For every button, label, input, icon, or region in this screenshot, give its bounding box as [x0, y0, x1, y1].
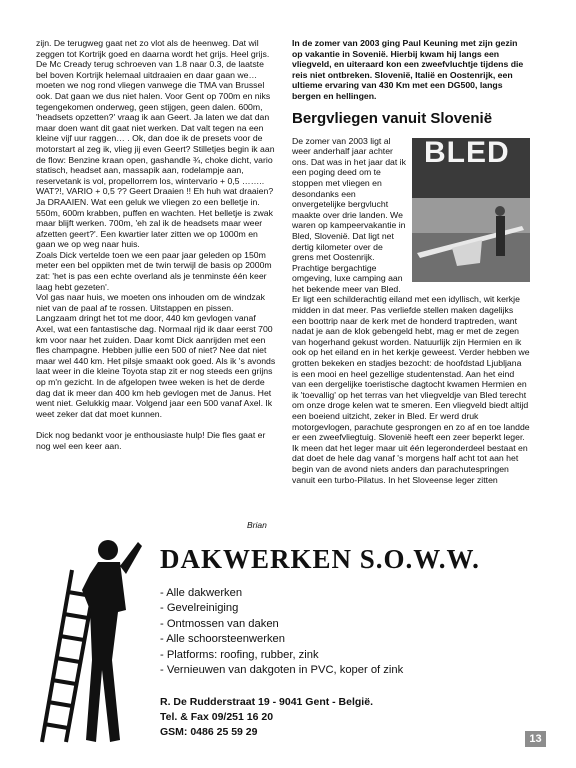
list-item: - Platforms: roofing, rubber, zink — [160, 648, 403, 663]
paragraph: Vol gas naar huis, we moeten ons inhouden om de windzak niet van de paal af te rossen. Uitstappen en pissen. Langzaam dringt het tot me door, 440 km gevlogen vanaf Axel, wat een fantastische dag. Normaal rijd ik daar eerst 700 km voor naar het zuiden. Daar komt Dick aanrijden met een fles champagne. Hebben jullie een 500 of niet? Nee dat niet maar wel 440 km. Het pilsje smaakt ook goed. Als ik 's avonds laat weer in die kleine Toyota stap zit er nog steeds een grijns op m'n gezicht. In de afgelopen twee weken is het de derde dag dat ik meer dan 400 km heb gevlogen met de Janus. Het went niet. Gelukkig maar. Volgend jaar een 500 vanaf Axel. Ik weet zeker dat dat moet kunnen. — [36, 292, 276, 419]
left-column — [36, 38, 276, 451]
article-heading: Bergvliegen vanuit Slovenië — [292, 109, 493, 127]
roofer-ladder-logo — [20, 530, 150, 745]
list-item: - Alle schoorsteenwerken — [160, 632, 403, 647]
ad-phone-fax: Tel. & Fax 09/251 16 20 — [160, 711, 274, 724]
ad-company-name: DAKWERKEN S.O.W.W. — [160, 544, 480, 574]
list-item: - Gevelreiniging — [160, 601, 403, 616]
article-body: De zomer van 2003 ligt al weer anderhalf jaar achter ons. Dat was in het jaar dat ik een poging deed om te stoppen met vliegen en desondanks een onvergetelijke bergvlucht maakte over drie landen. We waren op kampeervakantie in Bled, Slovenië. Dat ligt net dertig kilometer over de grens met Oostenrijk. Prachtige bergachtige omgeving, luxe camping aan het bekende meer van Bled. Er ligt een schilderachtig eiland met een idyllisch, wit kerkje midden in dat meer. Pas verliefde stellen maken dagelijks een boottrip naar de kerk met de honderd traptreden, want nadat je aan de klok gebengeld hebt, mag er met de zegen van hogerhand gekust worden. Natuurlijk zijn Hermien en ik ook op het eiland en in het kerkje geweest. Verder hebben we grotten bekeken en stadjes bezocht: de hoofdstad Ljubljana is een mooi en heel gezellige studentenstad. Aan het eind van een dergelijke toeristische dagtocht kwamen Hermien en ik 'toevallig' op het terras van het vliegveldje van Bled terecht om onze droge kelen wat te smeren. Een vliegveld biedt altijd een boeiend uitzicht, zeker in Bled. Er werd druk motorgevlogen, parachute gesprongen en zo af en toe landde er een zweefvliegtuig. Slovenië heeft een zeer beperkt leger. Ik meen dat het leger maar uit één legeronderdeel bestaat en dat doet de hele dag vanaf 's morgens half acht tot aan het begin van de avond niets anders dan parachutespringen vanuit een turbo-Pilatus. In het Sloveense leger zitten — [292, 135, 530, 485]
list-item: - Ontmossen van daken — [160, 617, 403, 632]
photo-sign-text: BLED — [424, 137, 510, 169]
list-item: - Alle dakwerken — [160, 586, 403, 601]
page-number: 13 — [525, 731, 546, 747]
advertisement-dakwerken — [0, 530, 576, 768]
ad-contact-block — [160, 695, 373, 741]
ad-mobile: GSM: 0486 25 59 29 — [160, 726, 258, 739]
paragraph: Dick nog bedankt voor je enthousiaste hulp! Die fles gaat er nog wel een keer aan. — [36, 429, 266, 451]
paragraph: Zoals Dick vertelde toen we een paar jaar geleden op 150m meter een bel oppikten met de twin terwijl de basis op 2000m zat: 'het is pas een echte overland als je tenminste één keer laag hebt gezeten'. — [36, 249, 272, 292]
right-column — [292, 38, 530, 485]
author-signature: Brian — [247, 520, 267, 530]
ad-address: R. De Rudderstraat 19 - 9041 Gent - België. — [160, 696, 373, 708]
list-item: - Vernieuwen van dakgoten in PVC, koper of zink — [160, 663, 403, 678]
article-intro: In de zomer van 2003 ging Paul Keuning met zijn gezin op vakantie in Sovenië. Hierbij kwam hij langs een vliegveld, en uiteraard kon een zweefvluchtje tijdens die reis niet ontbreken. Slovenië, Italië en Oostenrijk, een ultieme ervaring van 430 Km met een DG500, langs bergen en hellingen. — [292, 38, 524, 101]
bled-airfield-photo — [412, 138, 530, 282]
ad-services-list — [160, 586, 403, 678]
paragraph: zijn. De terugweg gaat net zo vlot als de heenweg. Dat wil zeggen tot Kortrijk goed en daarna wordt het grijs. Heel grijs. De Mc Cready terug schroeven van 1.8 naar 0.3, de laatste bel boven Kortrijk helemaal uitdraaien en daar gaan we… moeten we nog rond vliegen vanwege die TMA van Brussel ook. Dat gaan we dus niet halen. Voor Gent op 700m en niks tegengekomen onderweg, geen stijgen, geen dalen. 600m, 'headsets opzetten?' vraag ik aan Geert. Ja laten we dat dan maar doen want dit gaat niet werken. Dat valt tegen na een kleine vijf uur raggen… . Ok, dan doe ik de presets voor de motorstart al zeg ik, vlieg jij even Geert? Stilletjes begin ik aan de flow: Benzine kraan open, gashandle ¾, choke dicht, vario statisch, headset aan, massapik aan, rodelampje aan, reservetank is vol, propellorrem los, wintervario + 0,5 …….. WAT?!, VARIO + 0,5 ?? Geert Draaien !! Eh huh wat draaien? Ja DRAAIEN. Wat een geluk we vliegen zo een belletje in. 550m, 600m krabben, puffen en wachten. Het belletje is zwak maar blijft werken. 700m, 'eh zal ik de headsets maar weer afzetten geert?'. Een kwartier later zitten we op 1000m en gaan we op weg naar huis. — [36, 38, 275, 250]
